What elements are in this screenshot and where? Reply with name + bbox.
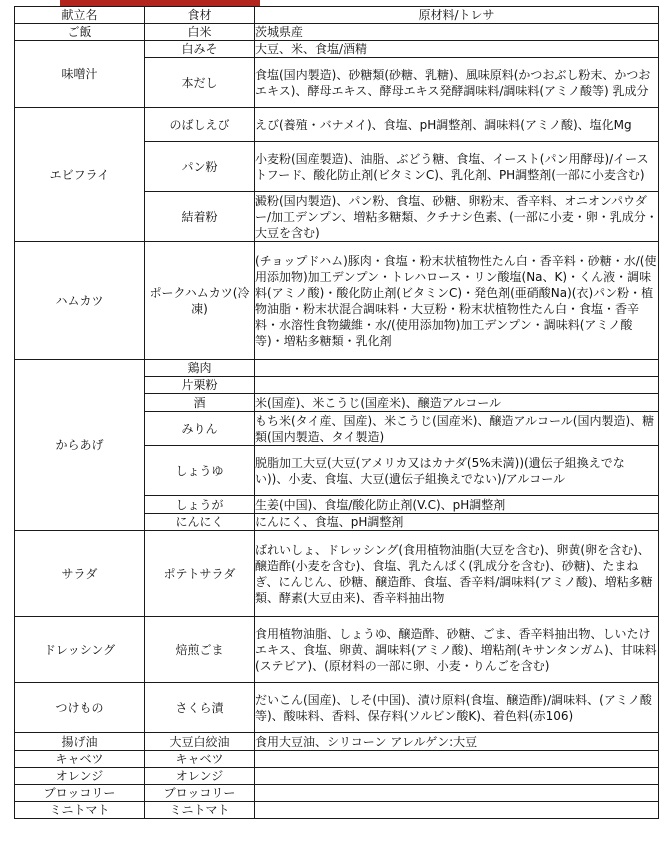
raw-materials bbox=[255, 785, 659, 802]
raw-materials bbox=[255, 531, 659, 617]
raw-materials bbox=[255, 751, 659, 768]
ingredient-name: しょうが bbox=[145, 496, 255, 514]
table-row bbox=[15, 41, 659, 58]
raw-materials-text: (チョップドハム)豚肉・食塩・粉末状植物性たん白・香辛料・砂糖・水/(使用添加物)加工デンプン・トレハロース・リン酸塩(Na、K)・くん液・調味料(アミノ酸)・酸化防止剤(ビタミンC)・発色剤(亜硝酸Na)(衣)パン粉・植物油脂・粉末状混合調味料・大豆粉・粉末状植物性たん白・食塩・香辛料・水溶性食物繊維・水/(使用添加物)加工デンプン・調味料(アミノ酸等)・増粘多糖類・乳化剤 bbox=[255, 253, 657, 348]
dish-name: ご飯 bbox=[15, 24, 145, 41]
ingredient-name: のばしえび bbox=[145, 108, 255, 142]
table-row bbox=[15, 785, 659, 802]
ingredient-name: 鶏肉 bbox=[145, 360, 255, 377]
table-row bbox=[15, 802, 659, 819]
ingredient-name: 白米 bbox=[145, 24, 255, 41]
ingredient-name: キャベツ bbox=[145, 751, 255, 768]
header-ingredient: 食材 bbox=[145, 7, 255, 24]
raw-materials-text: 小麦粉(国産製造)、油脂、ぶどう糖、食塩、イースト(パン用酵母)/イーストフード、酸化防止剤(ビタミンC)、乳化剤、PH調整剤(一部に小麦含む) bbox=[255, 151, 649, 182]
dish-name: 味噌汁 bbox=[15, 41, 145, 108]
ingredient-name: にんにく bbox=[145, 514, 255, 531]
ingredient-name: さくら漬 bbox=[145, 683, 255, 733]
ingredients-table bbox=[14, 6, 659, 819]
ingredient-name: オレンジ bbox=[145, 768, 255, 785]
table-row bbox=[15, 768, 659, 785]
table-row bbox=[15, 531, 659, 617]
ingredient-name: ポテトサラダ bbox=[145, 531, 255, 617]
raw-materials bbox=[255, 360, 659, 377]
ingredient-name: 結着粉 bbox=[145, 192, 255, 242]
dish-name: ドレッシング bbox=[15, 617, 145, 683]
header-dish: 献立名 bbox=[15, 7, 145, 24]
raw-materials bbox=[255, 108, 659, 142]
raw-materials bbox=[255, 768, 659, 785]
raw-materials bbox=[255, 142, 659, 192]
table-header-row bbox=[15, 7, 659, 24]
dish-name: つけもの bbox=[15, 683, 145, 733]
dish-name: ブロッコリー bbox=[15, 785, 145, 802]
ingredient-name: ミニトマト bbox=[145, 802, 255, 819]
raw-materials-text: 食用大豆油、シリコーン アレルゲン:大豆 bbox=[255, 734, 478, 749]
raw-materials bbox=[255, 683, 659, 733]
dish-name: オレンジ bbox=[15, 768, 145, 785]
raw-materials bbox=[255, 617, 659, 683]
raw-materials-text: 食用植物油脂、しょうゆ、醸造酢、砂糖、ごま、香辛料抽出物、しいたけエキス、食塩、卵黄、調味料(アミノ酸)、増粘剤(キサンタンガム)、甘味料(ステビア)、(原材料の一部に卵、小麦・りんごを含む) bbox=[255, 626, 657, 673]
raw-materials-text: 脱脂加工大豆(大豆(アメリカ又はカナダ(5%未満))(遺伝子組換えでない))、小麦、食塩、大豆(遺伝子組換えでない)/アルコール bbox=[255, 455, 625, 486]
ingredient-name: 片栗粉 bbox=[145, 377, 255, 394]
dish-name: サラダ bbox=[15, 531, 145, 617]
raw-materials-text: 澱粉(国内製造)、パン粉、食塩、砂糖、卵粉末、香辛料、オニオンパウダー/加工デンプン、増粘多糖類、クチナシ色素、(一部に小麦・卵・乳成分・大豆を含む) bbox=[255, 193, 658, 240]
raw-materials bbox=[255, 446, 659, 496]
dish-name: エビフライ bbox=[15, 108, 145, 242]
dish-name: ミニトマト bbox=[15, 802, 145, 819]
raw-materials bbox=[255, 24, 659, 41]
raw-materials bbox=[255, 514, 659, 531]
ingredient-name: みりん bbox=[145, 412, 255, 446]
ingredient-name: 白みそ bbox=[145, 41, 255, 58]
ingredient-name: しょうゆ bbox=[145, 446, 255, 496]
raw-materials-text: にんにく、食塩、pH調整剤 bbox=[255, 515, 404, 529]
raw-materials-text: だいこん(国産)、しそ(中国)、漬け原料(食塩、醸造酢)/調味料、(アミノ酸等)、酸味料、香料、保存料(ソルビン酸K)、着色料(赤106) bbox=[255, 692, 652, 723]
raw-materials-text: もち米(タイ産、国産)、米こうじ(国産米)、醸造アルコール(国内製造)、糖類(国内製造、タイ製造) bbox=[255, 413, 655, 444]
raw-materials-text: ばれいしょ、ドレッシング(食用植物油脂(大豆を含む)、卵黄(卵を含む)、醸造酢(小麦を含む)、食塩、乳たんぱく(乳成分を含む)、砂糖)、たまねぎ、にんじん、砂糖、醸造酢、食塩、香辛料/調味料(アミノ酸)、増粘多糖類、酵素(大豆由来)、香辛料抽出物 bbox=[255, 542, 653, 605]
table-row bbox=[15, 242, 659, 360]
raw-materials bbox=[255, 802, 659, 819]
ingredient-name: ポークハムカツ(冷凍) bbox=[145, 242, 255, 360]
raw-materials-text: 米(国産)、米こうじ(国産米)、醸造アルコール bbox=[255, 395, 502, 410]
dish-name: 揚げ油 bbox=[15, 733, 145, 751]
raw-materials bbox=[255, 496, 659, 514]
raw-materials-text: 生姜(中国)、食塩/酸化防止剤(V.C)、pH調整剤 bbox=[255, 497, 506, 512]
raw-materials-text: 大豆、米、食塩/酒精 bbox=[255, 42, 368, 56]
table-row bbox=[15, 108, 659, 142]
header-raw-materials: 原材料/トレサ bbox=[255, 7, 659, 24]
table-row bbox=[15, 733, 659, 751]
ingredient-name: 本だし bbox=[145, 58, 255, 108]
raw-materials-text: 食塩(国内製造)、砂糖類(砂糖、乳糖)、風味原料(かつおぶし粉末、かつおエキス)、酵母エキス、酵母エキス発酵調味料/調味料(アミノ酸等) 乳成分 bbox=[255, 67, 651, 98]
ingredient-name: 大豆白絞油 bbox=[145, 733, 255, 751]
raw-materials bbox=[255, 242, 659, 360]
raw-materials bbox=[255, 394, 659, 412]
raw-materials bbox=[255, 733, 659, 751]
table-row bbox=[15, 24, 659, 41]
dish-name: キャベツ bbox=[15, 751, 145, 768]
raw-materials bbox=[255, 412, 659, 446]
table-row bbox=[15, 617, 659, 683]
dish-name: からあげ bbox=[15, 360, 145, 531]
raw-materials-text: えび(養殖・バナメイ)、食塩、pH調整剤、調味料(アミノ酸)、塩化Mg bbox=[255, 117, 632, 132]
ingredient-name: 焙煎ごま bbox=[145, 617, 255, 683]
table-row bbox=[15, 360, 659, 377]
ingredient-name: パン粉 bbox=[145, 142, 255, 192]
raw-materials bbox=[255, 41, 659, 58]
raw-materials-text: 茨城県産 bbox=[255, 25, 304, 39]
table-row bbox=[15, 683, 659, 733]
dish-name: ハムカツ bbox=[15, 242, 145, 360]
raw-materials bbox=[255, 58, 659, 108]
ingredient-name: 酒 bbox=[145, 394, 255, 412]
raw-materials bbox=[255, 192, 659, 242]
raw-materials bbox=[255, 377, 659, 394]
ingredient-name: ブロッコリー bbox=[145, 785, 255, 802]
table-row bbox=[15, 751, 659, 768]
